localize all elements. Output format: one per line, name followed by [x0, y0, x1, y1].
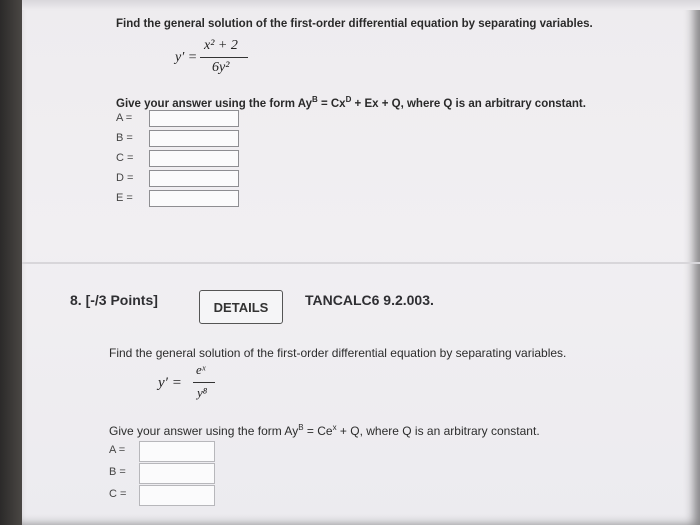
answer-input-a[interactable] [149, 110, 239, 127]
answer-input-a[interactable] [139, 441, 215, 462]
answer-instruction: Give your answer using the form $Ay^B = Cx^D + Ex + Q$, where Q is an arbitrary constant. [116, 95, 586, 110]
details-button[interactable]: DETAILS [199, 290, 283, 324]
answer-label: A = [116, 112, 133, 124]
question-prompt: Find the general solution of the first-order differential equation by separating variables. [116, 18, 593, 30]
answer-input-e[interactable] [149, 190, 239, 207]
answer-label: E = [116, 192, 133, 204]
answer-label: B = [116, 132, 133, 144]
question-1 [96, 0, 676, 232]
answer-input-c[interactable] [139, 485, 215, 506]
equation-denominator: y⁸ [197, 385, 208, 400]
answer-label: C = [116, 152, 134, 164]
answer-input-d[interactable] [149, 170, 239, 187]
answer-label: C = [109, 488, 127, 500]
question-prompt: Find the general solution of the first-order differential equation by separating variables. [109, 346, 567, 360]
equation-denominator: 6y² [212, 60, 230, 75]
answer-label: B = [109, 466, 126, 478]
equation-lhs: y′ = [158, 375, 182, 391]
fraction-bar [193, 382, 215, 383]
answer-label: D = [116, 172, 134, 184]
answer-instruction: Give your answer using the form $Ay^B = Ce^x + Q$, where Q is an arbitrary constant. [109, 423, 540, 438]
equation-numerator: x² + 2 [204, 38, 238, 53]
answer-label: A = [109, 444, 126, 456]
answer-input-b[interactable] [139, 463, 215, 484]
answer-input-c[interactable] [149, 150, 239, 167]
monitor-bezel [0, 0, 22, 525]
equation-lhs: y′ = [175, 50, 198, 65]
question-8-header: 8. [-/3 Points] [70, 292, 158, 308]
fraction-bar [200, 57, 248, 58]
question-divider [22, 262, 700, 264]
question-code: TANCALC6 9.2.003. [305, 292, 434, 308]
answer-input-b[interactable] [149, 130, 239, 147]
equation-numerator: eˣ [196, 362, 206, 377]
